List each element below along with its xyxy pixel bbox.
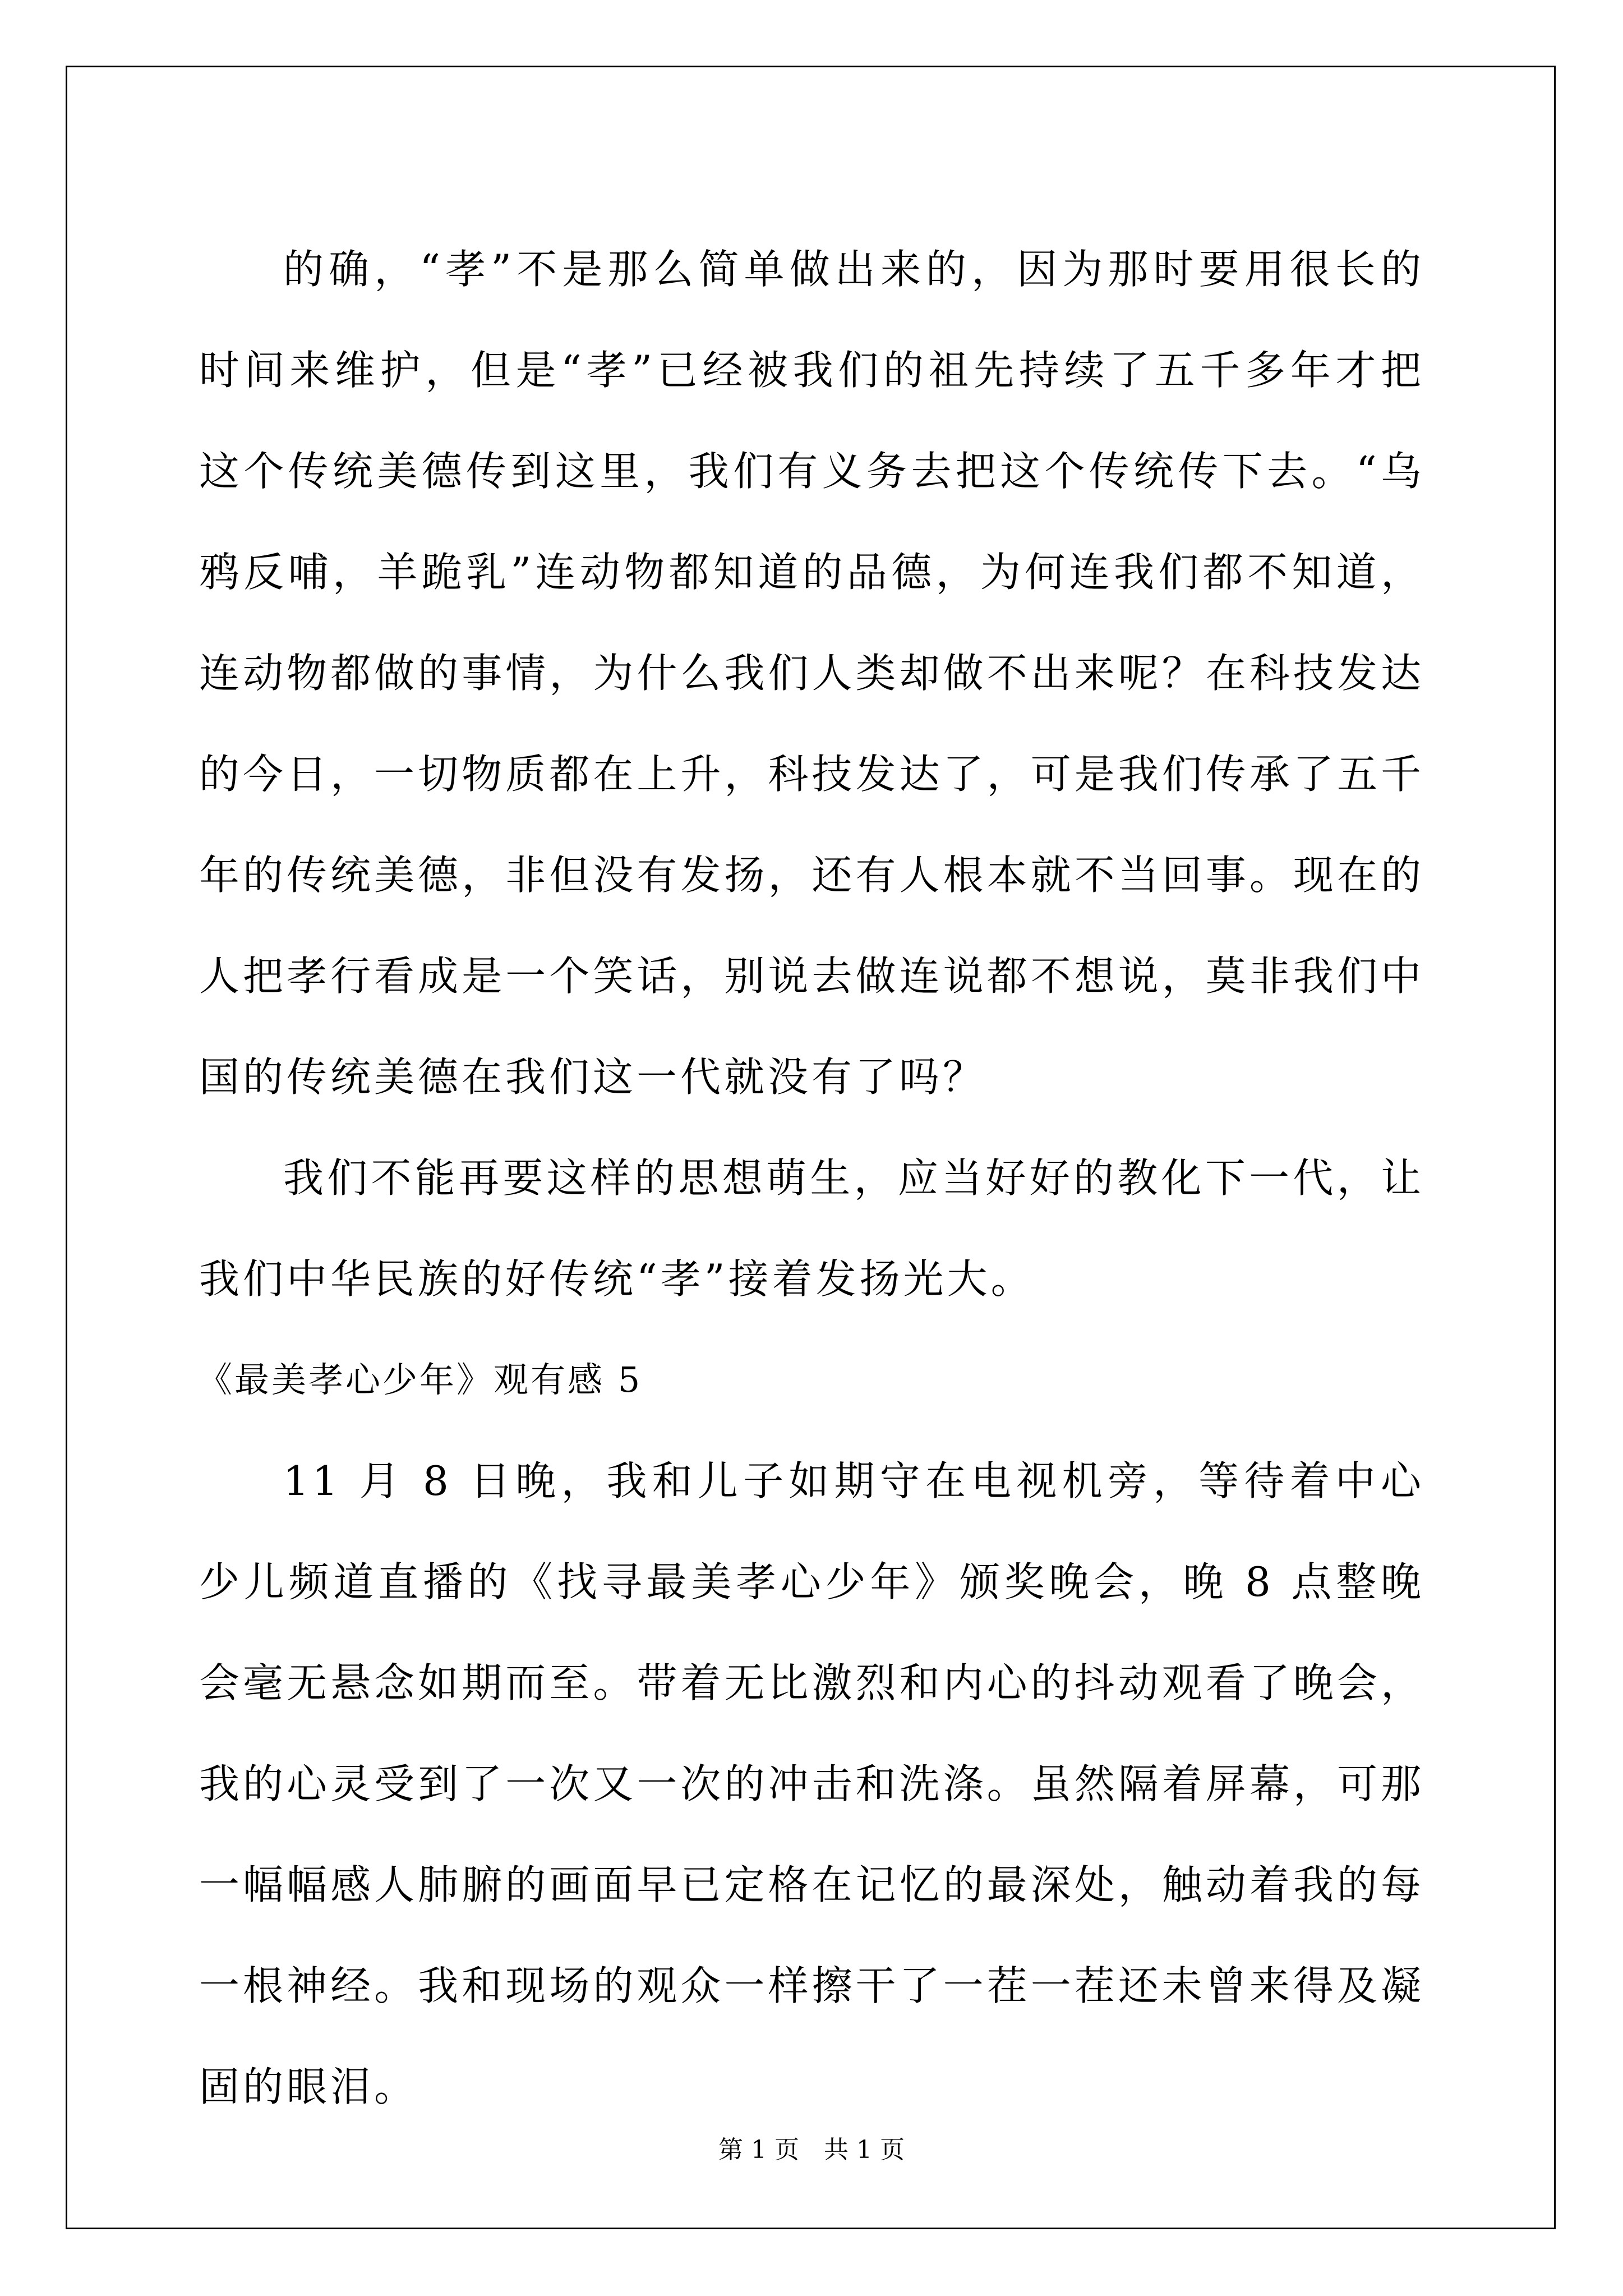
section-title: 《最美孝心少年》观有感 5 [197,1359,643,1400]
page-footer: 第 1 页 共 1 页 [718,2136,905,2164]
paragraph: 11 月 8 日晚，我和儿子如期守在电视机旁，等待着中心少儿频道直播的《找寻最美孝心少年》颁奖晚会，晚 8 点整晚会毫无悬念如期而至。带着无比激烈和内心的抖动观看了晚会，我的心灵受到了一次又一次的冲击和洗涤。虽然隔着屏幕，可那一幅幅感人肺腑的画面早已定格在记忆的最深处，触动着我的每一根神经。我和现场的观众一样擦干了一茬一茬还未曾来得及凝固的眼泪。 [199,1457,1424,2110]
paragraph: 我们不能再要这样的思想萌生，应当好好的教化下一代，让我们中华民族的好传统“孝”接着发扬光大。 [199,1154,1424,1303]
paragraph: 的确，“孝”不是那么简单做出来的，因为那时要用很长的时间来维护，但是“孝”已经被我们的祖先持续了五千多年才把这个传统美德传到这里，我们有义务去把这个传统传下去。“乌鸦反哺，羊跪乳”连动物都知道的品德，为何连我们都不知道，连动物都做的事情，为什么我们人类却做不出来呢？在科技发达的今日，一切物质都在上升，科技发达了，可是我们传承了五千年的传统美德，非但没有发扬，还有人根本就不当回事。现在的人把孝行看成是一个笑话，别说去做连说都不想说，莫非我们中国的传统美德在我们这一代就没有了吗？ [199,246,1424,1101]
document-body [199,219,1424,2137]
